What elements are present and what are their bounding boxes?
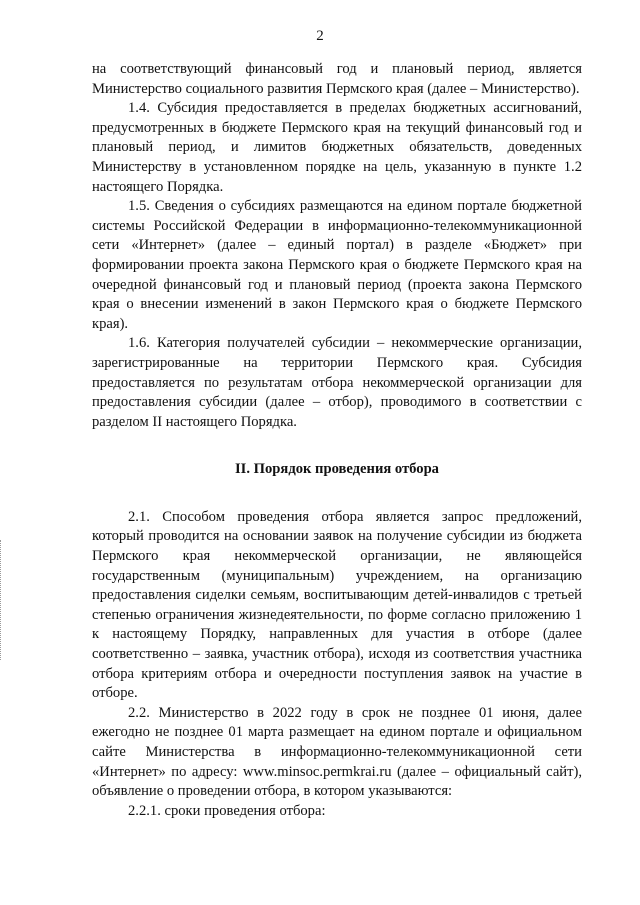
paragraph-1-4: 1.4. Субсидия предоставляется в пределах бюджетных ассигнований, предусмотренных в бюджете Пермского края на текущий финансовый год и плановый период, и лимитов бюджетных обязательств, доведенных Министерству в установленном порядке на цель, указанную в пункте 1.2 настоящего Порядка. [92,100,582,195]
paragraph-1-5: 1.5. Сведения о субсидиях размещаются на едином портале бюджетной системы Российской Федерации в информационно-телекоммуникационной сети «Интернет» (далее – единый портал) в разделе «Бюджет» при формировании проекта закона Пермского края о бюджете Пермского края на очередной финансовый год и плановый период (проекта закона Пермского края о внесении изменений в закон Пермского края о бюджете Пермского края). [92,198,582,332]
paragraph-2-1: 2.1. Способом проведения отбора является запрос предложений, который проводится на основании заявок на получение субсидии из бюджета Пермского края некоммерческой организации, не являющейся государственным (муниципальным) учреждением, на организацию предоставления сиделки семьям, воспитывающим детей-инвалидов с третьей степенью ограничения жизнедеятельности, по форме согласно приложению 1 к настоящему Порядку, направленных для участия в отборе (далее соответственно – заявка, участник отбора), исходя из соответствия участника отбора критериям отбора и очередности поступления заявок на участие в отборе. [92,508,582,702]
paragraph-2-2: 2.2. Министерство в 2022 году в срок не позднее 01 июня, далее ежегодно не позднее 01 марта размещает на едином портале и официальном сайте Министерства в информационно-телекоммуникационной сети «Интернет» по адресу: www.minsoc.permkrai.ru (далее – официальный сайт), объявление о проведении отбора, в котором указываются: [92,704,582,800]
scan-edge-mark [0,540,7,660]
document-body [92,60,582,821]
paragraph-2-2-1: 2.2.1. сроки проведения отбора: [128,802,326,819]
paragraph-continuation: на соответствующий финансовый год и плановый период, является Министерство социального развития Пермского края (далее – Министерство). [92,61,582,97]
paragraph-1-6: 1.6. Категория получателей субсидии – некоммерческие организации, зарегистрированные на территории Пермского края. Субсидия предоставляется по результатам отбора некоммерческой организации для предоставления субсидии (далее – отбор), проводимого в соответствии с разделом II настоящего Порядка. [92,335,582,430]
section-heading: II. Порядок проведения отбора [235,461,439,478]
page-number: 2 [316,28,324,44]
